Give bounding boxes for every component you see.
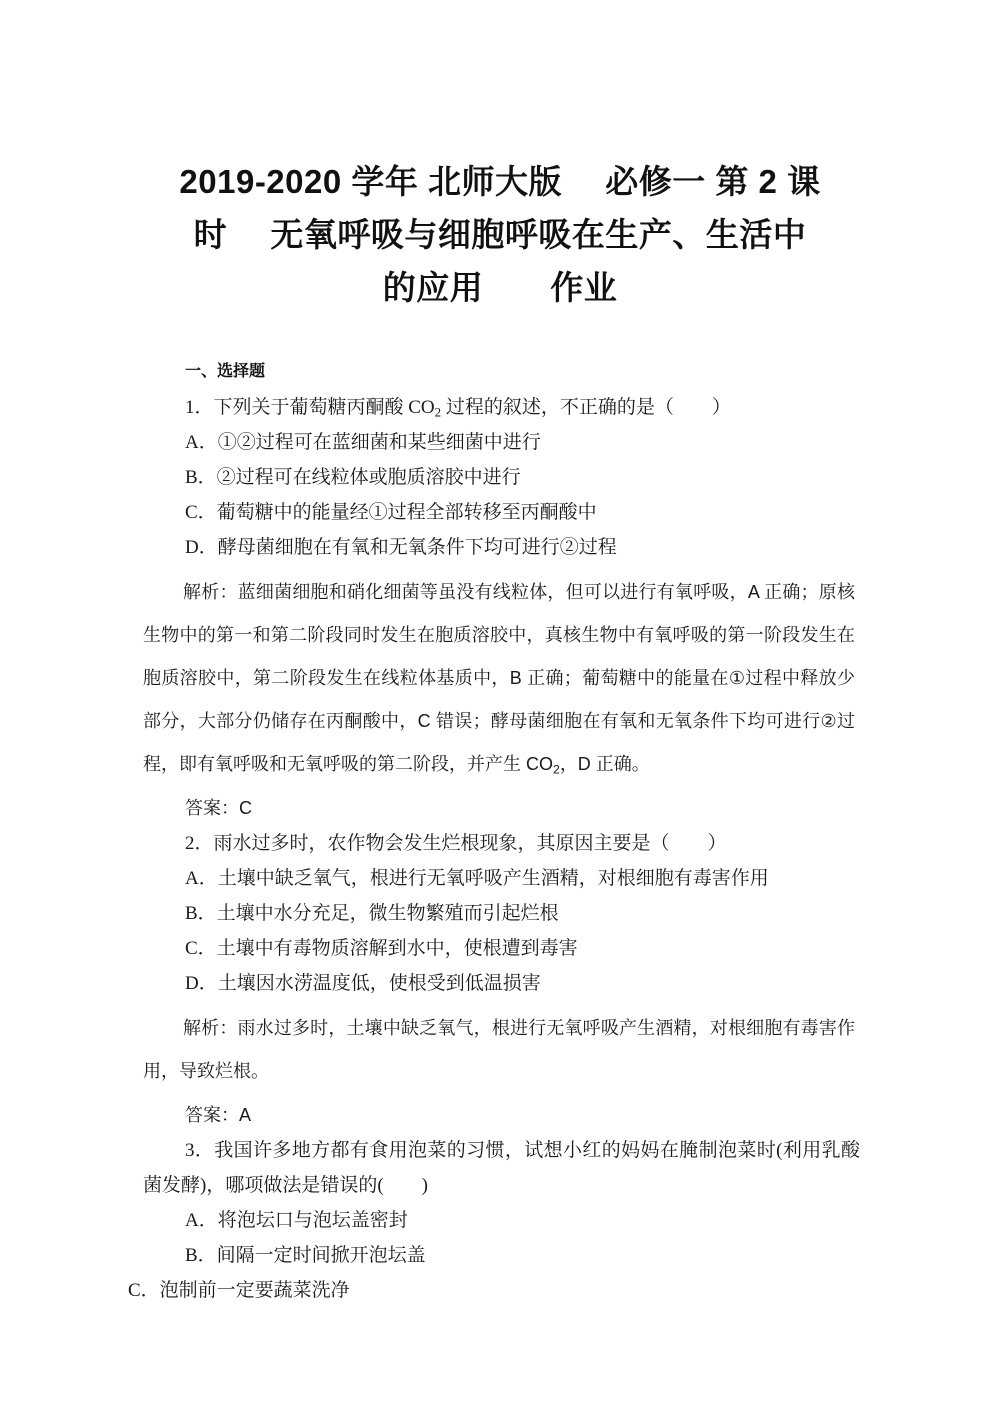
question-2-option-a: A．土壤中缺乏氧气，根进行无氧呼吸产生酒精，对根细胞有毒害作用 bbox=[185, 868, 769, 889]
question-3-option-c: C．泡制前一定要蔬菜洗净 bbox=[128, 1280, 350, 1301]
question-1-explanation bbox=[0, 571, 1000, 786]
question-2-option-c: C．土壤中有毒物质溶解到水中，使根遭到毒害 bbox=[185, 938, 578, 959]
question-block-2 bbox=[0, 826, 1000, 1133]
question-1-option-b: B．②过程可在线粒体或胞质溶胶中进行 bbox=[185, 467, 521, 488]
question-1-explanation-subscript: 2 bbox=[553, 762, 560, 777]
question-1-explanation-post: ，D 正确。 bbox=[559, 754, 650, 774]
title-line-2: 时 无氧呼吸与细胞呼吸在生产、生活中 bbox=[193, 216, 807, 253]
question-1-stem-subscript: 2 bbox=[434, 404, 442, 420]
question-1-stem bbox=[0, 390, 1000, 425]
question-1-option-c: C．葡萄糖中的能量经①过程全部转移至丙酮酸中 bbox=[185, 502, 597, 523]
page-title bbox=[140, 155, 860, 314]
question-1-explanation-pre: 解析：蓝细菌细胞和硝化细菌等虽没有线粒体，但可以进行有氧呼吸，A 正确；原核生物中的第一和第二阶段同时发生在胞质溶胶中，真核生物中有氧呼吸的第一阶段发生在胞质溶胶中，第二阶段发生在线粒体基质中，B 正确；葡萄糖中的能量在①过程中释放少部分，大部分仍储存在丙酮酸中，C 错误；酵母菌细胞在有氧和无氧条件下均可进行②过程，即有氧呼吸和无氧呼吸的第二阶段，并产生 CO bbox=[143, 582, 855, 774]
title-line-1: 2019-2020 学年 北师大版 必修一 第 2 课 bbox=[179, 163, 821, 200]
section-heading: 一、选择题 bbox=[185, 363, 266, 380]
question-1-stem-post: 过程的叙述，不正确的是（ ） bbox=[441, 397, 731, 418]
question-2-option-b: B．土壤中水分充足，微生物繁殖而引起烂根 bbox=[185, 903, 559, 924]
title-line-3: 的应用 作业 bbox=[382, 269, 618, 306]
question-1-option-d: D．酵母菌细胞在有氧和无氧条件下均可进行②过程 bbox=[185, 537, 617, 558]
question-block-1 bbox=[0, 390, 1000, 826]
question-3-option-b: B．间隔一定时间掀开泡坛盖 bbox=[185, 1245, 426, 1266]
question-3-option-a: A．将泡坛口与泡坛盖密封 bbox=[185, 1210, 408, 1231]
document-body bbox=[0, 360, 1000, 1308]
question-1-answer: 答案：C bbox=[185, 798, 252, 818]
question-2-answer: 答案：A bbox=[185, 1105, 252, 1125]
question-1-stem-pre: 1．下列关于葡萄糖丙酮酸 CO bbox=[185, 397, 435, 418]
question-1-option-a: A．①②过程可在蓝细菌和某些细菌中进行 bbox=[185, 432, 541, 453]
question-2-option-d: D．土壤因水涝温度低，使根受到低温损害 bbox=[185, 973, 541, 994]
question-2-stem: 2．雨水过多时，农作物会发生烂根现象，其原因主要是（ ） bbox=[185, 833, 727, 854]
question-3-stem: 3．我国许多地方都有食用泡菜的习惯，试想小红的妈妈在腌制泡菜时(利用乳酸菌发酵)，哪项做法是错误的( ) bbox=[143, 1140, 860, 1196]
question-2-explanation: 解析：雨水过多时，土壤中缺乏氧气，根进行无氧呼吸产生酒精，对根细胞有毒害作用，导致烂根。 bbox=[143, 1018, 855, 1081]
question-block-3 bbox=[0, 1133, 1000, 1308]
